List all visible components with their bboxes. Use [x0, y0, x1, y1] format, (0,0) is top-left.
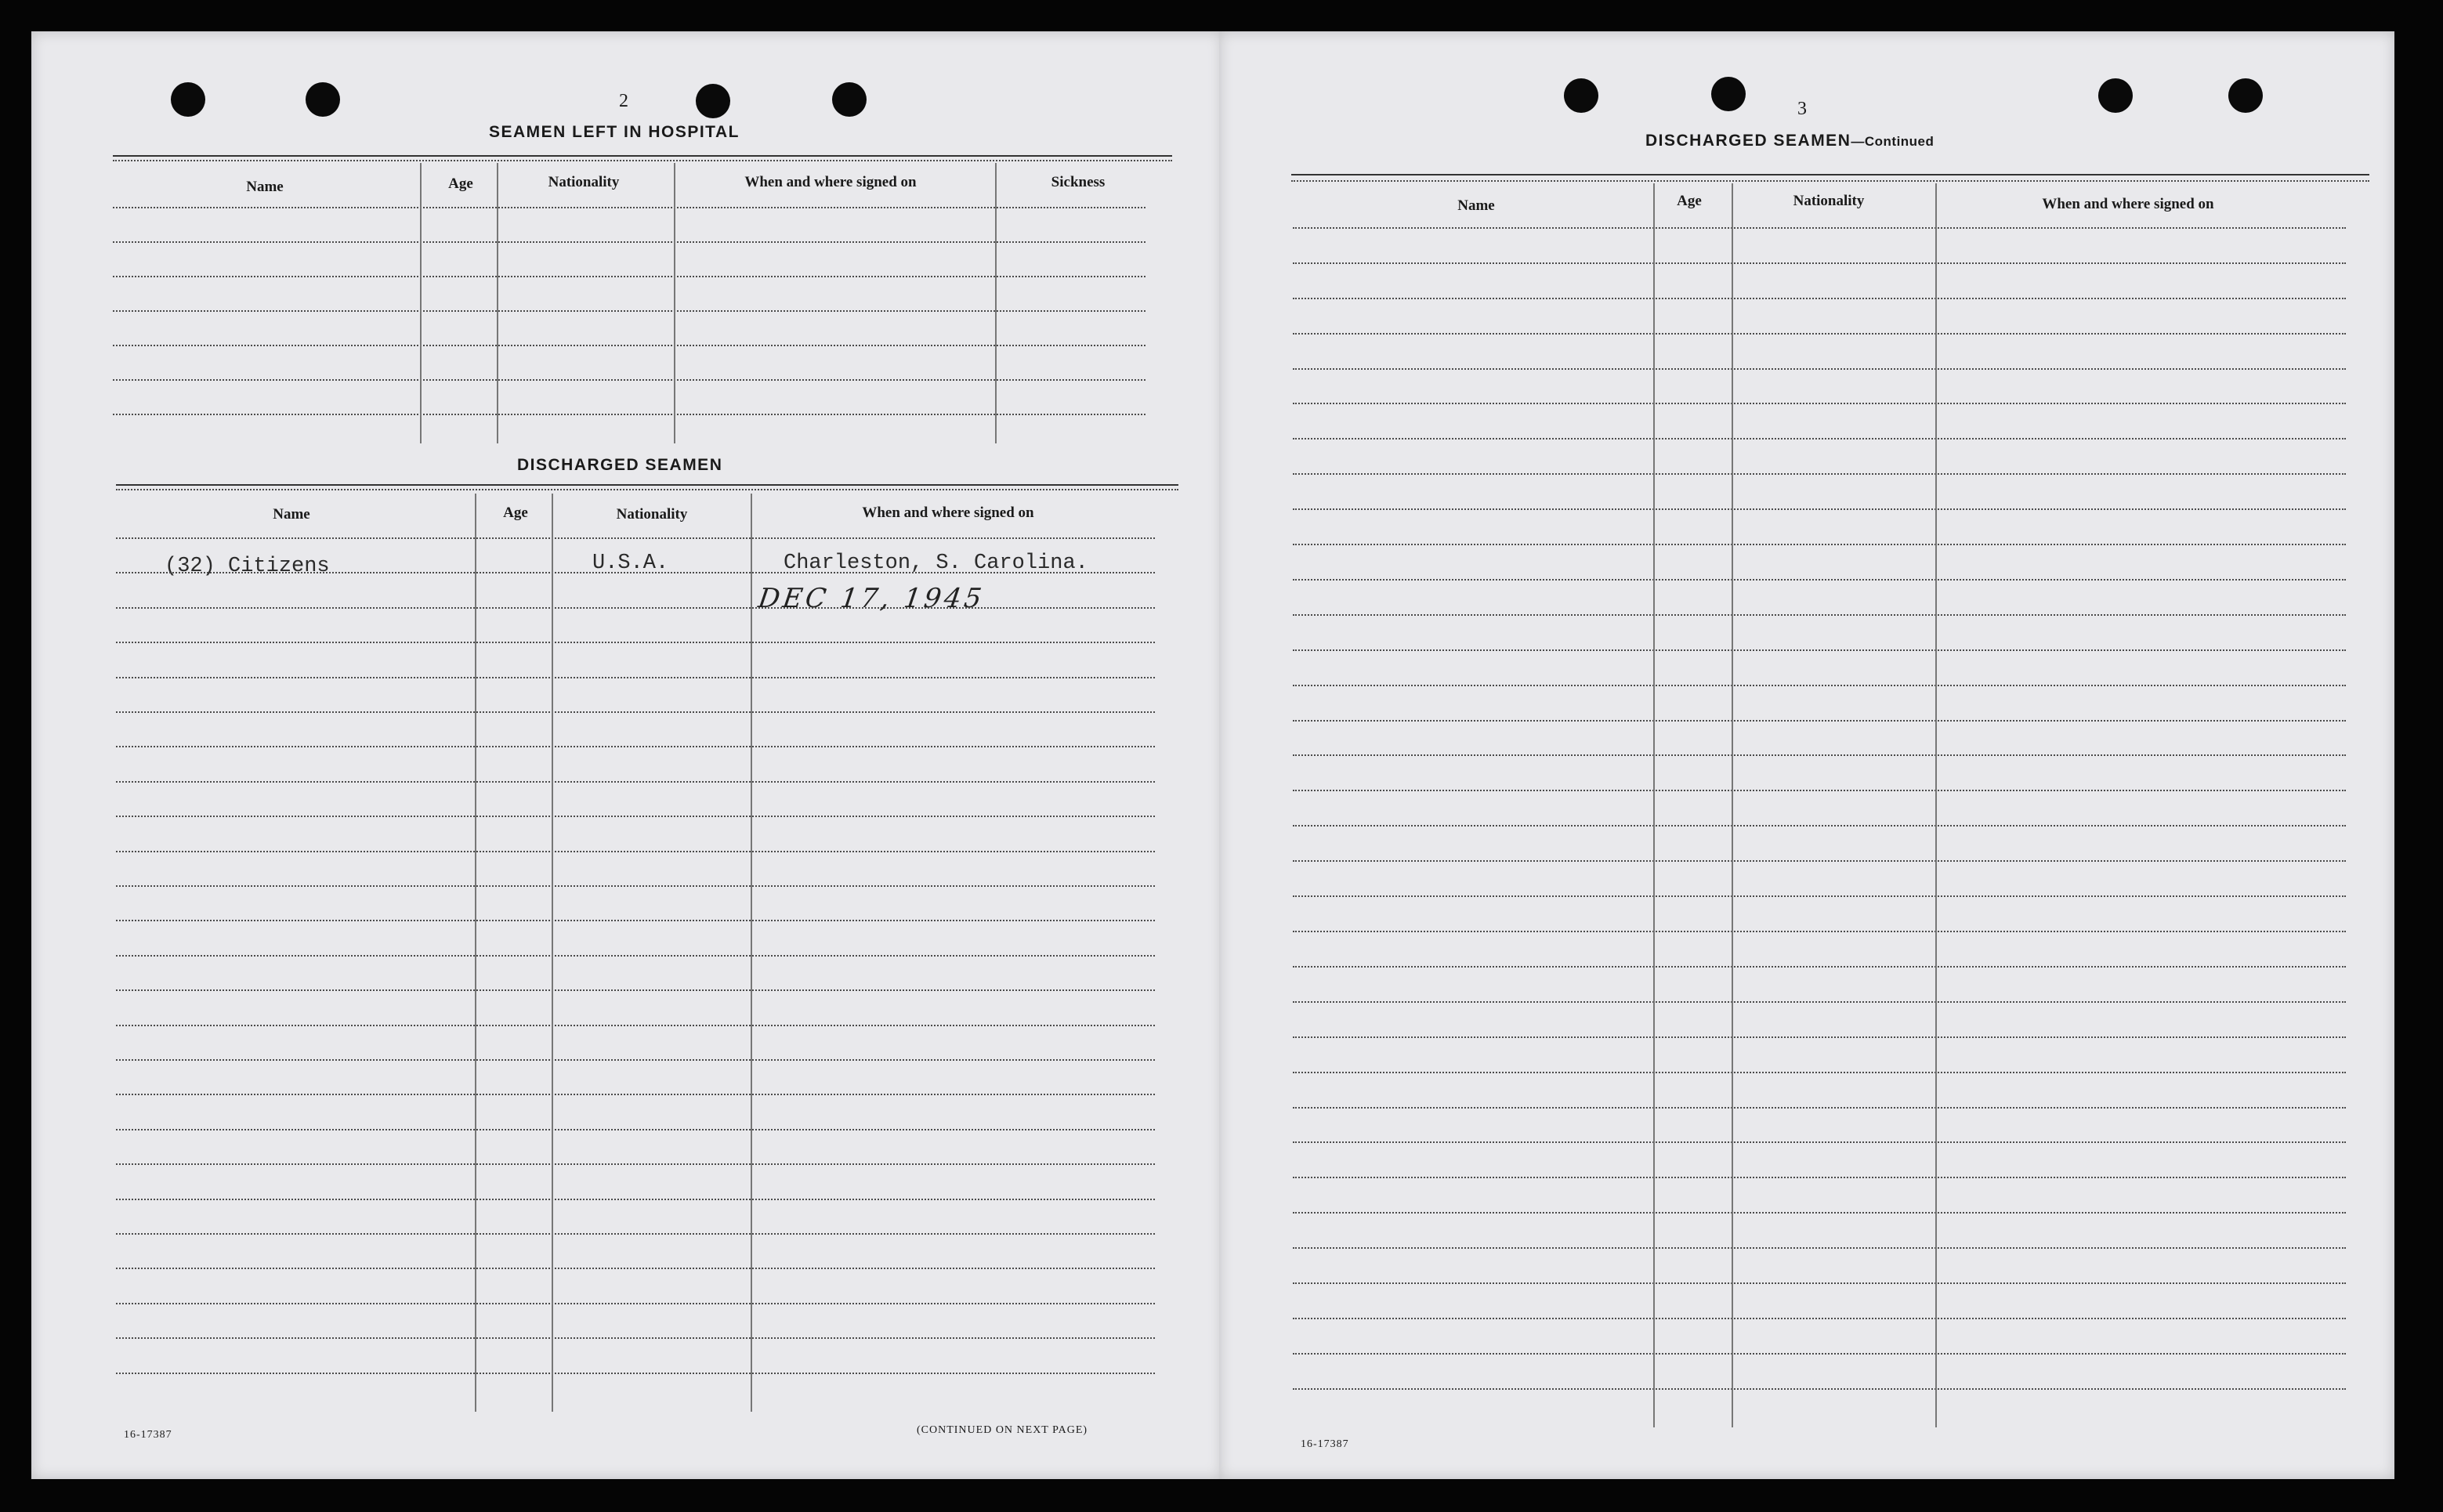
continued-col-age: Age	[1677, 193, 1702, 209]
discharged-row-name: (32) Citizens	[165, 555, 330, 578]
continued-row-rule	[1293, 931, 2346, 932]
punch-hole	[1564, 78, 1598, 113]
hospital-col-signed-on: When and where signed on	[744, 174, 917, 190]
continued-row-rule	[1293, 720, 2346, 722]
discharged-col-name: Name	[273, 506, 310, 523]
discharged-row-rule	[116, 642, 1155, 643]
discharged-column-rule	[751, 494, 752, 1412]
discharged-table-top-rule	[116, 489, 1178, 490]
discharged-row-rule	[116, 1268, 1155, 1269]
hospital-table-top-rule	[113, 155, 1172, 157]
discharged-continued-title-suffix: —Continued	[1851, 134, 1934, 149]
continued-row-rule	[1293, 1107, 2346, 1109]
continued-row-rule	[1293, 685, 2346, 686]
hospital-row-rule	[113, 310, 1145, 312]
continued-row-rule	[1293, 579, 2346, 581]
continued-row-rule	[1293, 1212, 2346, 1214]
continued-row-rule	[1293, 895, 2346, 897]
discharged-col-signed-on: When and where signed on	[862, 505, 1034, 521]
discharged-row-rule	[116, 711, 1155, 713]
continued-row-rule	[1293, 1388, 2346, 1390]
form-number: 16-17387	[124, 1429, 172, 1441]
continued-row-rule	[1293, 1318, 2346, 1319]
discharged-row-rule	[116, 1025, 1155, 1026]
hospital-row-rule	[113, 414, 1145, 415]
continued-row-rule	[1293, 1247, 2346, 1249]
punch-hole	[832, 82, 867, 117]
continued-row-rule	[1293, 1001, 2346, 1003]
discharged-row-rule	[116, 816, 1155, 817]
hospital-row-rule	[113, 241, 1145, 243]
continued-row-rule	[1293, 1282, 2346, 1284]
continued-row-rule	[1293, 1036, 2346, 1038]
discharged-column-rule	[552, 494, 553, 1412]
form-number: 16-17387	[1301, 1438, 1349, 1450]
discharged-col-nationality: Nationality	[616, 506, 688, 523]
discharged-continued-title-main: DISCHARGED SEAMEN	[1645, 132, 1851, 150]
punch-hole	[2098, 78, 2133, 113]
hospital-column-rule	[420, 163, 422, 443]
punch-hole	[1711, 77, 1746, 111]
continued-col-nationality: Nationality	[1793, 193, 1865, 209]
hospital-column-rule	[995, 163, 997, 443]
continued-col-signed-on: When and where signed on	[2042, 196, 2214, 212]
discharged-row-signed-on-date: DEC 17, 1945	[756, 583, 987, 614]
continued-row-rule	[1293, 790, 2346, 791]
discharged-col-age: Age	[503, 505, 528, 521]
continued-row-rule	[1293, 544, 2346, 545]
right-page	[1219, 31, 2394, 1479]
continued-row-rule	[1293, 298, 2346, 299]
continued-row-rule	[1293, 508, 2346, 510]
continued-row-rule	[1293, 368, 2346, 370]
continued-table-top-rule	[1291, 174, 2369, 175]
hospital-row-rule	[113, 345, 1145, 346]
continued-note: (CONTINUED ON NEXT PAGE)	[917, 1424, 1088, 1436]
left-page	[31, 31, 1222, 1479]
discharged-column-rule	[475, 494, 476, 1412]
punch-hole	[306, 82, 340, 117]
discharged-row-rule	[116, 1199, 1155, 1200]
continued-table-top-rule	[1291, 180, 2369, 182]
punch-hole	[2228, 78, 2263, 113]
discharged-row-rule	[116, 607, 1155, 609]
hospital-col-nationality: Nationality	[548, 174, 620, 190]
discharged-row-rule	[116, 989, 1155, 991]
page-number: 2	[619, 91, 628, 111]
continued-row-rule	[1293, 1177, 2346, 1178]
continued-row-rule	[1293, 1072, 2346, 1073]
hospital-section-title: SEAMEN LEFT IN HOSPITAL	[489, 123, 740, 141]
discharged-table-top-rule	[116, 484, 1178, 486]
hospital-row-rule	[113, 207, 1145, 208]
continued-row-rule	[1293, 473, 2346, 475]
hospital-table-top-rule	[113, 160, 1172, 161]
hospital-col-sickness: Sickness	[1051, 174, 1106, 190]
continued-row-rule	[1293, 403, 2346, 404]
continued-row-rule	[1293, 262, 2346, 264]
discharged-row-rule	[116, 572, 1155, 573]
discharged-row-rule	[116, 1303, 1155, 1304]
continued-column-rule	[1732, 183, 1733, 1427]
discharged-row-rule	[116, 920, 1155, 921]
continued-row-rule	[1293, 438, 2346, 439]
discharged-row-rule	[116, 955, 1155, 957]
discharged-section-title: DISCHARGED SEAMEN	[517, 456, 723, 474]
continued-row-rule	[1293, 754, 2346, 756]
continued-row-rule	[1293, 649, 2346, 651]
continued-row-rule	[1293, 825, 2346, 827]
hospital-row-rule	[113, 276, 1145, 277]
discharged-row-rule	[116, 1233, 1155, 1235]
discharged-row-rule	[116, 851, 1155, 852]
hospital-column-rule	[674, 163, 675, 443]
discharged-row-rule	[116, 1094, 1155, 1095]
discharged-row-rule	[116, 1163, 1155, 1165]
hospital-row-rule	[113, 379, 1145, 381]
continued-row-rule	[1293, 614, 2346, 616]
hospital-col-name: Name	[246, 179, 284, 195]
discharged-row-signed-on: Charleston, S. Carolina.	[784, 552, 1088, 575]
continued-row-rule	[1293, 966, 2346, 968]
discharged-row-rule	[116, 1129, 1155, 1130]
page-number: 3	[1797, 99, 1807, 119]
discharged-row-rule	[116, 1059, 1155, 1061]
continued-row-rule	[1293, 227, 2346, 229]
discharged-continued-title	[1645, 132, 1934, 150]
continued-row-rule	[1293, 333, 2346, 335]
discharged-row-nationality: U.S.A.	[592, 552, 669, 575]
continued-column-rule	[1935, 183, 1937, 1427]
continued-row-rule	[1293, 1141, 2346, 1143]
discharged-row-rule	[116, 885, 1155, 887]
punch-hole	[171, 82, 205, 117]
punch-hole	[696, 84, 730, 118]
discharged-row-rule	[116, 746, 1155, 747]
continued-column-rule	[1653, 183, 1655, 1427]
discharged-row-rule	[116, 781, 1155, 783]
discharged-row-rule	[116, 1373, 1155, 1374]
discharged-row-rule	[116, 677, 1155, 678]
discharged-row-rule	[116, 537, 1155, 539]
hospital-column-rule	[497, 163, 498, 443]
discharged-row-rule	[116, 1337, 1155, 1339]
hospital-col-age: Age	[448, 175, 473, 192]
continued-row-rule	[1293, 860, 2346, 862]
continued-row-rule	[1293, 1353, 2346, 1355]
continued-col-name: Name	[1457, 197, 1495, 214]
